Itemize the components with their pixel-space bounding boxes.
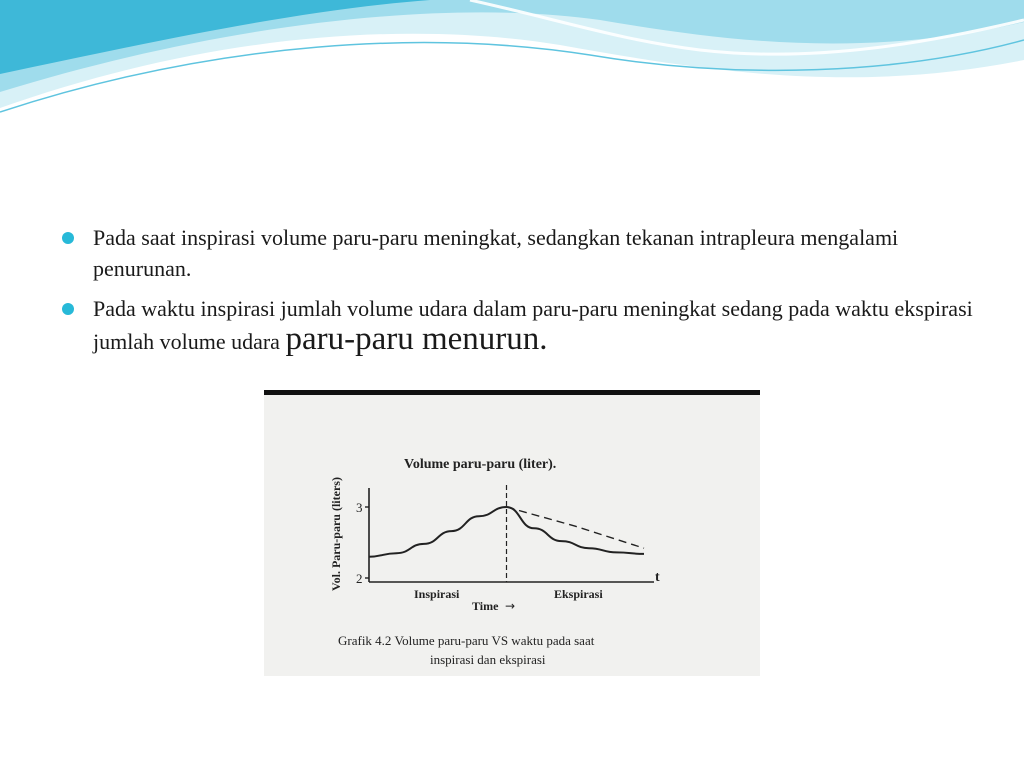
x-axis-label: Time	[472, 599, 499, 613]
bullet-item-2	[62, 293, 992, 357]
chart-title: Volume paru-paru (liter).	[404, 457, 557, 472]
y-axis-label: Vol. Paru-paru (liters)	[329, 477, 343, 591]
bullet-text: Pada waktu inspirasi jumlah volume udara dalam paru-paru meningkat sedang pada waktu ekspirasi jumlah volume udara	[93, 296, 973, 354]
figure-caption-line-2: inspirasi dan ekspirasi	[430, 652, 546, 667]
lung-volume-chart	[264, 390, 760, 676]
y-tick-label-2: 2	[356, 571, 363, 586]
phase-label-ekspirasi: Ekspirasi	[554, 587, 603, 601]
x-axis-end-label: t	[655, 570, 660, 585]
decorative-wave-header	[0, 0, 1024, 130]
y-tick-label-3: 3	[356, 500, 363, 515]
series-dashed-line	[507, 507, 645, 548]
bullet-dot-icon	[62, 303, 74, 315]
bullet-item-1	[62, 222, 992, 284]
bullet-list	[62, 222, 992, 357]
bullet-text-large: paru-paru menurun.	[285, 321, 548, 357]
bullet-dot-icon	[62, 232, 74, 244]
phase-label-inspirasi: Inspirasi	[414, 587, 460, 601]
bullet-text: Pada saat inspirasi volume paru-paru meningkat, sedangkan tekanan intrapleura mengalami penurunan.	[93, 225, 899, 281]
scanned-figure	[264, 390, 760, 676]
figure-caption-line-1: Grafik 4.2 Volume paru-paru VS waktu pada saat	[338, 633, 595, 648]
x-axis-arrow-icon: →	[505, 599, 516, 613]
